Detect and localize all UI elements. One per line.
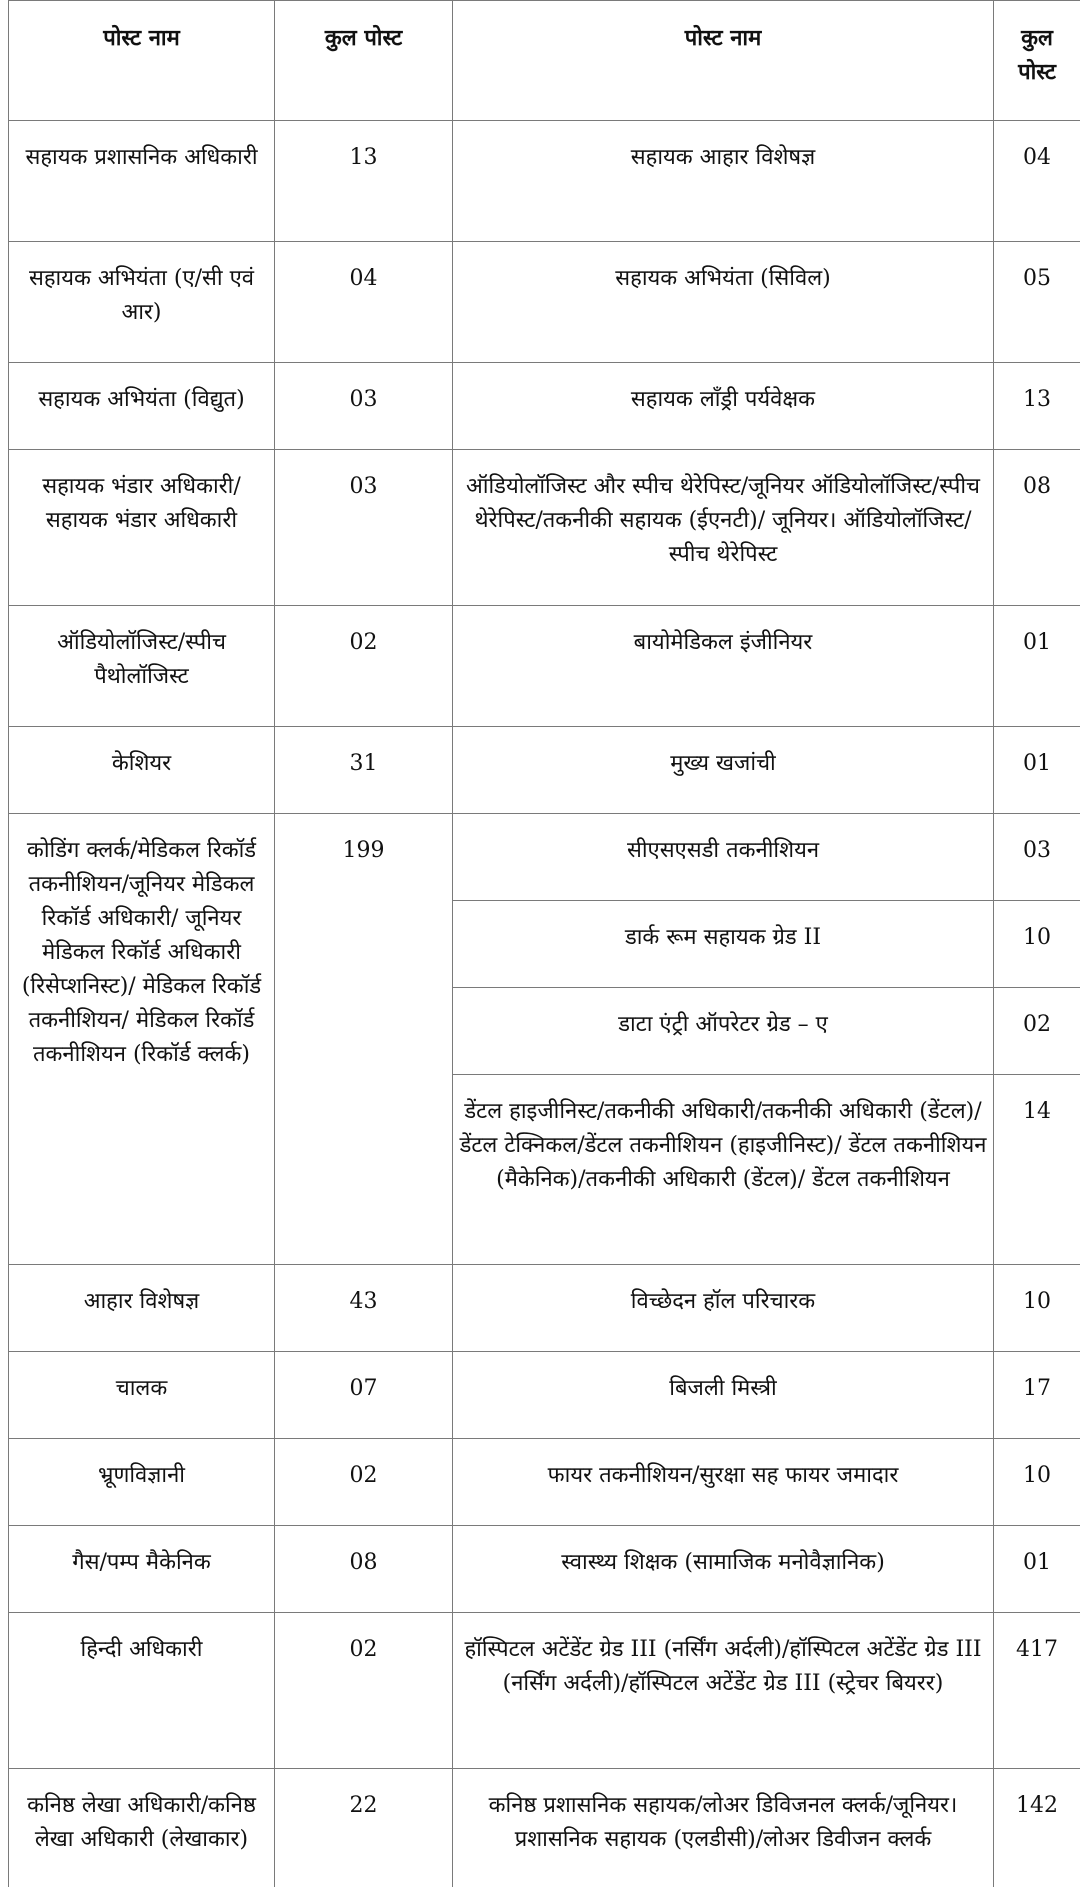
post-count-cell: 17 (994, 1352, 1080, 1439)
table-row (9, 1526, 1080, 1613)
post-count-cell: 10 (994, 901, 1080, 988)
header-total-posts-1: कुल पोस्ट (275, 1, 453, 121)
post-name-cell: सहायक भंडार अधिकारी/ सहायक भंडार अधिकारी (9, 450, 275, 606)
post-count-cell: 02 (275, 1613, 453, 1769)
post-count-cell: 05 (994, 242, 1080, 363)
table-row (9, 242, 1080, 363)
post-name-cell: सहायक अभियंता (सिविल) (453, 242, 994, 363)
header-row (9, 1, 1080, 121)
header-post-name-1: पोस्ट नाम (9, 1, 275, 121)
post-count-cell: 01 (994, 727, 1080, 814)
table-row (9, 450, 1080, 606)
table-row (9, 1352, 1080, 1439)
post-count-cell: 03 (994, 814, 1080, 901)
post-count-cell: 01 (994, 1526, 1080, 1613)
post-name-cell: हिन्दी अधिकारी (9, 1613, 275, 1769)
post-count-cell: 08 (994, 450, 1080, 606)
post-count-cell: 142 (994, 1769, 1080, 1887)
post-count-cell: 31 (275, 727, 453, 814)
table-row (9, 727, 1080, 814)
post-count-cell: 22 (275, 1769, 453, 1887)
post-name-cell: बिजली मिस्त्री (453, 1352, 994, 1439)
post-name-cell: डार्क रूम सहायक ग्रेड II (453, 901, 994, 988)
post-name-cell: सीएसएसडी तकनीशियन (453, 814, 994, 901)
posts-table (8, 0, 1080, 1887)
post-count-cell: 03 (275, 363, 453, 450)
post-count-cell: 04 (994, 121, 1080, 242)
post-name-cell: स्वास्थ्य शिक्षक (सामाजिक मनोवैज्ञानिक) (453, 1526, 994, 1613)
post-name-cell: विच्छेदन हॉल परिचारक (453, 1265, 994, 1352)
post-name-cell: सहायक आहार विशेषज्ञ (453, 121, 994, 242)
post-count-cell: 03 (275, 450, 453, 606)
table-row (9, 1613, 1080, 1769)
post-count-cell: 04 (275, 242, 453, 363)
post-count-cell: 10 (994, 1265, 1080, 1352)
post-count-cell: 10 (994, 1439, 1080, 1526)
post-count-cell: 08 (275, 1526, 453, 1613)
post-count-cell: 01 (994, 606, 1080, 727)
post-count-cell: 07 (275, 1352, 453, 1439)
post-name-cell: सहायक अभियंता (विद्युत) (9, 363, 275, 450)
post-count-cell: 02 (275, 606, 453, 727)
post-name-cell: सहायक अभियंता (ए/सी एवं आर) (9, 242, 275, 363)
post-name-cell: डेंटल हाइजीनिस्ट/तकनीकी अधिकारी/तकनीकी अधिकारी (डेंटल)/डेंटल टेक्निकल/डेंटल तकनीशियन (हाइजीनिस्ट)/ डेंटल तकनीशियन (मैकेनिक)/तकनीकी अधिकारी (डेंटल)/ डेंटल तकनीशियन (453, 1075, 994, 1265)
table-row (9, 121, 1080, 242)
post-count-cell: 199 (275, 814, 453, 1265)
post-name-cell: हॉस्पिटल अटेंडेंट ग्रेड III (नर्सिंग अर्दली)/हॉस्पिटल अटेंडेंट ग्रेड III (नर्सिंग अर्दली)/हॉस्पिटल अटेंडेंट ग्रेड III (स्ट्रेचर बियरर) (453, 1613, 994, 1769)
post-count-cell: 02 (275, 1439, 453, 1526)
post-name-cell: आहार विशेषज्ञ (9, 1265, 275, 1352)
post-name-cell: डाटा एंट्री ऑपरेटर ग्रेड – ए (453, 988, 994, 1075)
header-total-posts-2: कुल पोस्ट (994, 1, 1080, 121)
post-name-cell: गैस/पम्प मैकेनिक (9, 1526, 275, 1613)
table-row (9, 1265, 1080, 1352)
post-count-cell: 02 (994, 988, 1080, 1075)
header-post-name-2: पोस्ट नाम (453, 1, 994, 121)
post-name-cell: ऑडियोलॉजिस्ट/स्पीच पैथोलॉजिस्ट (9, 606, 275, 727)
post-name-cell: बायोमेडिकल इंजीनियर (453, 606, 994, 727)
table-row (9, 1439, 1080, 1526)
post-count-cell: 13 (994, 363, 1080, 450)
post-count-cell: 43 (275, 1265, 453, 1352)
post-count-cell: 13 (275, 121, 453, 242)
post-name-cell: भ्रूणविज्ञानी (9, 1439, 275, 1526)
post-name-cell: कनिष्ठ प्रशासनिक सहायक/लोअर डिविजनल क्लर्क/जूनियर। प्रशासनिक सहायक (एलडीसी)/लोअर डिवीजन क्लर्क (453, 1769, 994, 1887)
post-name-cell: चालक (9, 1352, 275, 1439)
post-count-cell: 14 (994, 1075, 1080, 1265)
post-name-cell: कोडिंग क्लर्क/मेडिकल रिकॉर्ड तकनीशियन/जूनियर मेडिकल रिकॉर्ड अधिकारी/ जूनियर मेडिकल रिकॉर्ड अधिकारी (रिसेप्शनिस्ट)/ मेडिकल रिकॉर्ड तकनीशियन/ मेडिकल रिकॉर्ड तकनीशियन (रिकॉर्ड क्लर्क) (9, 814, 275, 1265)
table-row (9, 1769, 1080, 1887)
post-count-cell: 417 (994, 1613, 1080, 1769)
table-row (9, 363, 1080, 450)
post-name-cell: ऑडियोलॉजिस्ट और स्पीच थेरेपिस्ट/जूनियर ऑडियोलॉजिस्ट/स्पीच थेरेपिस्ट/तकनीकी सहायक (ईएनटी)/ जूनियर। ऑडियोलॉजिस्ट/स्पीच थेरेपिस्ट (453, 450, 994, 606)
post-name-cell: मुख्य खजांची (453, 727, 994, 814)
post-name-cell: कनिष्ठ लेखा अधिकारी/कनिष्ठ लेखा अधिकारी (लेखाकार) (9, 1769, 275, 1887)
post-name-cell: सहायक प्रशासनिक अधिकारी (9, 121, 275, 242)
table-row (9, 814, 1080, 901)
post-name-cell: सहायक लाँड्री पर्यवेक्षक (453, 363, 994, 450)
post-name-cell: केशियर (9, 727, 275, 814)
post-name-cell: फायर तकनीशियन/सुरक्षा सह फायर जमादार (453, 1439, 994, 1526)
table-row (9, 606, 1080, 727)
